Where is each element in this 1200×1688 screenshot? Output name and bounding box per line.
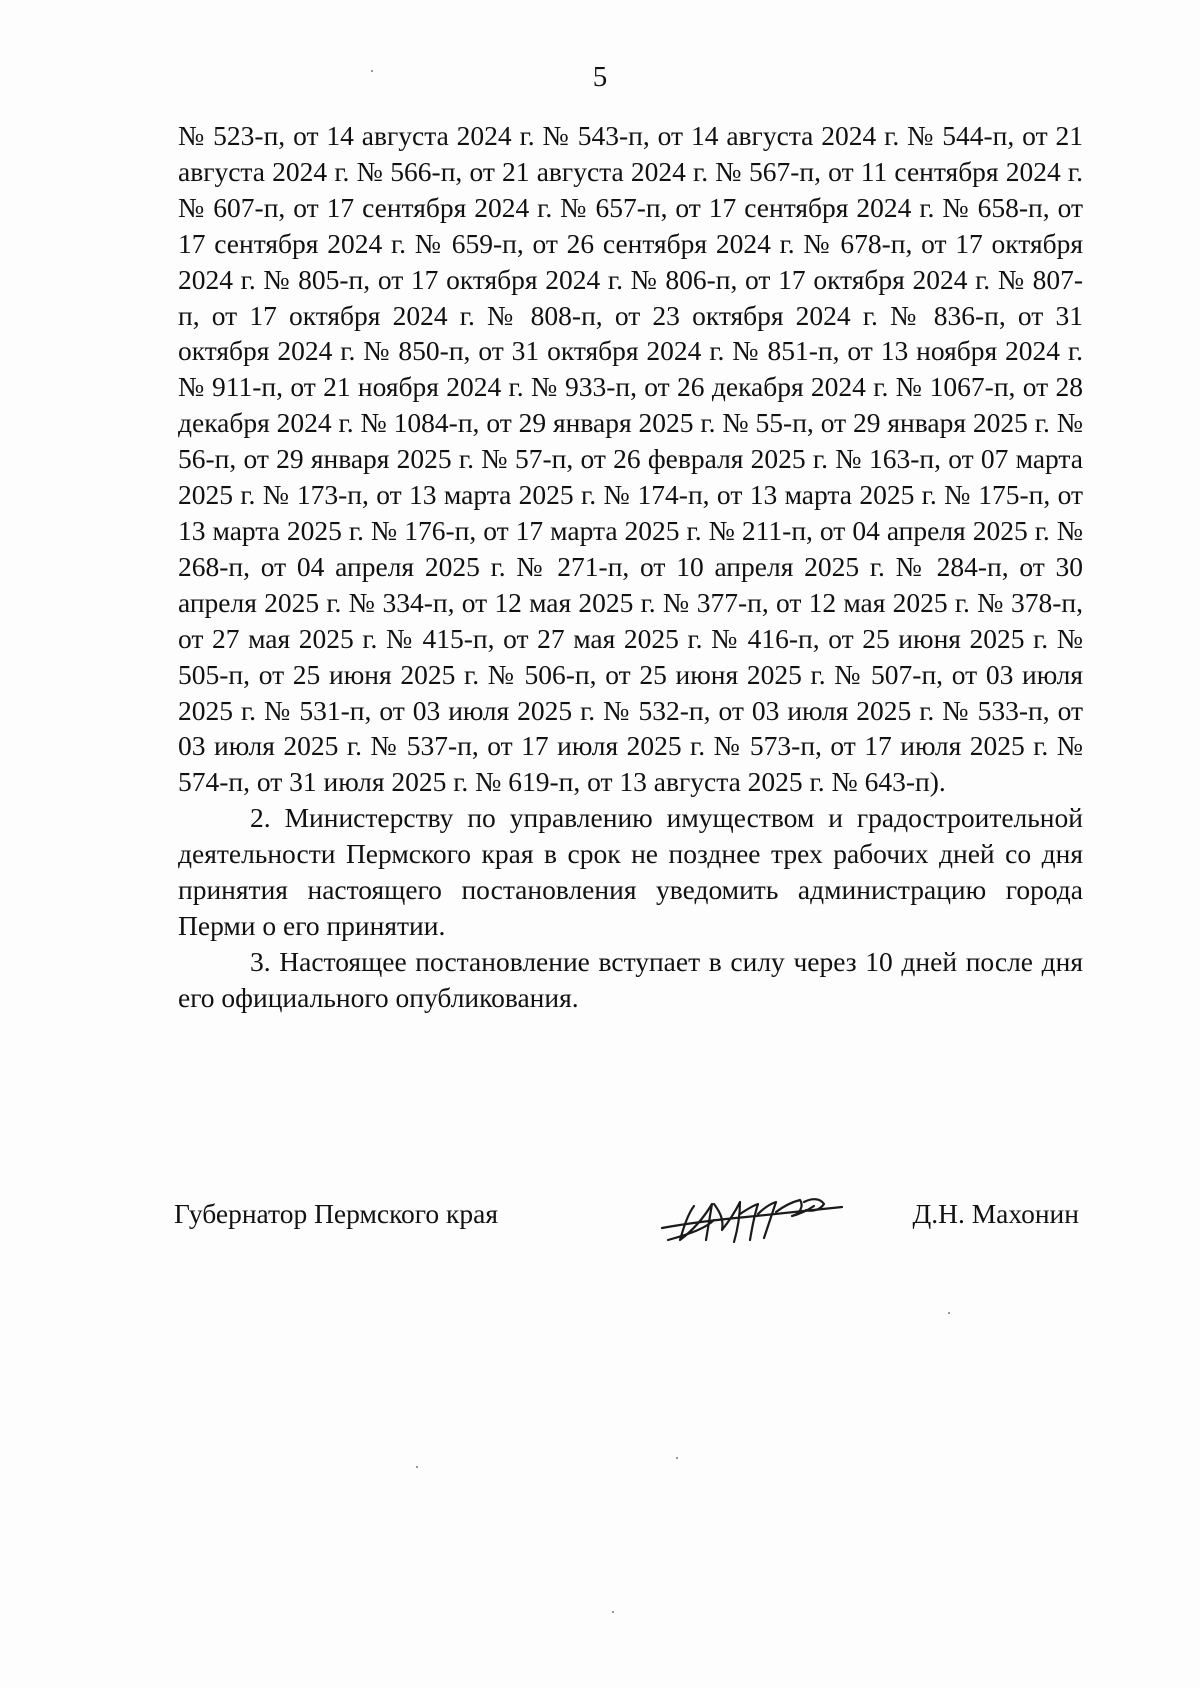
scan-speck [612,1611,614,1613]
scan-speck [676,1457,678,1459]
scan-speck [371,70,373,72]
handwritten-signature [654,1184,854,1254]
signer-name: Д.Н. Махонин [912,1198,1079,1229]
scan-speck [948,1312,950,1314]
paragraph-list-of-resolutions: № 523-п, от 14 августа 2024 г. № 543-п, от 14 августа 2024 г. № 544-п, от 21 августа 2024 г. № 566-п, от 21 августа 2024 г. № 567-п, от 11 сентября 2024 г. № 607-п, от 17 сентября 2024 г. № 657-п, от 17 сентября 2024 г. № 658-п, от 17 сентября 2024 г. № 659-п, от 26 сентября 2024 г. № 678-п, от 17 октября 2024 г. № 805-п, от 17 октября 2024 г. № 806-п, от 17 октября 2024 г. № 807-п, от 17 октября 2024 г. № 808-п, от 23 октября 2024 г. № 836-п, от 31 октября 2024 г. № 850-п, от 31 октября 2024 г. № 851-п, от 13 ноября 2024 г. № 911-п, от 21 ноября 2024 г. № 933-п, от 26 декабря 2024 г. № 1067-п, от 28 декабря 2024 г. № 1084-п, от 29 января 2025 г. № 55-п, от 29 января 2025 г. № 56-п, от 29 января 2025 г. № 57-п, от 26 февраля 2025 г. № 163-п, от 07 марта 2025 г. № 173-п, от 13 марта 2025 г. № 174-п, от 13 марта 2025 г. № 175-п, от 13 марта 2025 г. № 176-п, от 17 марта 2025 г. № 211-п, от 04 апреля 2025 г. № 268-п, от 04 апреля 2025 г. № 271-п, от 10 апреля 2025 г. № 284-п, от 30 апреля 2025 г. № 334-п, от 12 мая 2025 г. № 377-п, от 12 мая 2025 г. № 378-п, от 27 мая 2025 г. № 415-п, от 27 мая 2025 г. № 416-п, от 25 июня 2025 г. № 505-п, от 25 июня 2025 г. № 506-п, от 25 июня 2025 г. № 507-п, от 03 июля 2025 г. № 531-п, от 03 июля 2025 г. № 532-п, от 03 июля 2025 г. № 533-п, от 03 июля 2025 г. № 537-п, от 17 июля 2025 г. № 573-п, от 17 июля 2025 г. № 574-п, от 31 июля 2025 г. № 619-п, от 13 августа 2025 г. № 643-п). [178,120,1083,798]
paragraph-3-entry-into-force: 3. Настоящее постановление вступает в силу через 10 дней после дня его официального опубликования. [178,945,1083,1013]
signature-block [174,1192,1079,1262]
paragraph-2-ministry-notice: 2. Министерству по управлению имуществом и градостроительной деятельности Пермского края в срок не позднее трех рабочих дней со дня принятия настоящего постановления уведомить администрацию города Перми о его принятии. [178,802,1083,941]
page-number: 5 [592,61,608,93]
document-body [178,118,1083,1016]
scan-speck [416,1466,418,1468]
signer-title: Губернатор Пермского края [174,1198,498,1229]
